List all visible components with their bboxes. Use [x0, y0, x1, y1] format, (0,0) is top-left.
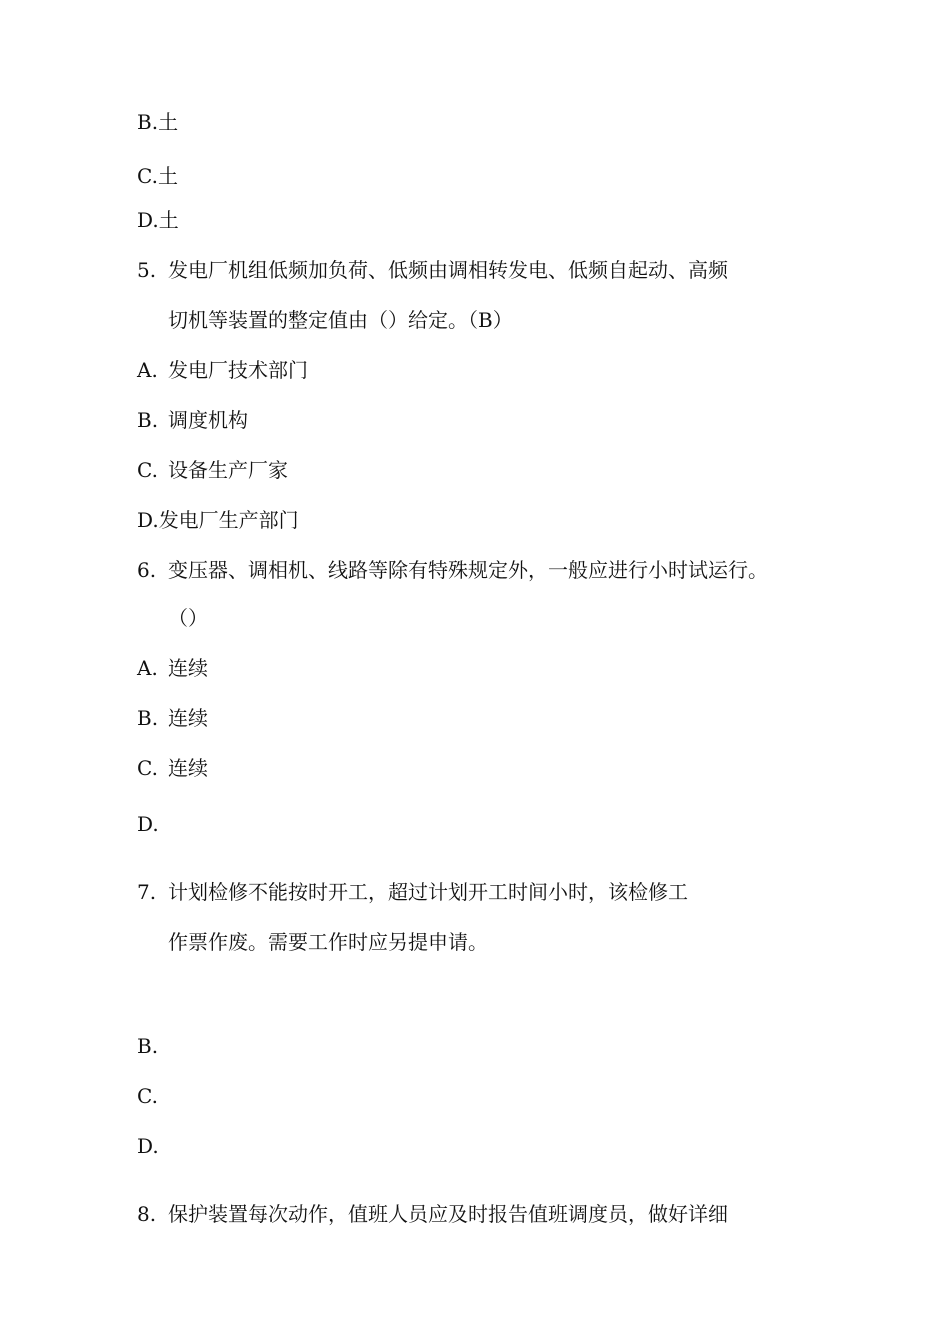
question-continuation: [168, 308, 513, 332]
question-number: 5.: [137, 258, 157, 282]
question-number: 7.: [137, 880, 157, 904]
option-line: [137, 1084, 158, 1108]
option-letter: B.: [137, 1034, 159, 1058]
option-text: 连续: [168, 756, 208, 780]
option-letter: A.: [137, 656, 158, 680]
question-text: 作票作废。需要工作时应另提申请。: [168, 930, 488, 954]
option-letter: B.: [137, 110, 159, 134]
question-number: 6.: [137, 558, 157, 582]
option-line: [137, 408, 248, 432]
option-letter: D.: [137, 208, 159, 232]
option-text: 设备生产厂家: [168, 458, 288, 482]
option-text: 土: [157, 164, 178, 188]
option-letter: C.: [137, 756, 158, 780]
option-text: 土: [158, 110, 179, 134]
option-line: [137, 812, 159, 836]
option-text: 连续: [168, 656, 208, 680]
option-letter: C.: [137, 1084, 158, 1108]
option-text: 连续: [168, 706, 208, 730]
question-continuation: [168, 606, 208, 630]
option-letter: D.: [137, 812, 159, 836]
question-text: 计划检修不能按时开工，超过计划开工时间小时，该检修工: [168, 880, 688, 904]
option-text: 发电厂生产部门: [158, 508, 299, 532]
question-number: 8.: [137, 1202, 157, 1226]
option-line: [137, 208, 179, 232]
question-text: （）: [168, 606, 208, 630]
option-letter: D.: [137, 1134, 159, 1158]
question-continuation: [168, 930, 488, 954]
option-letter: B.: [137, 408, 159, 432]
option-line: [137, 508, 299, 532]
option-text: 土: [158, 208, 179, 232]
option-line: [137, 1134, 159, 1158]
option-text: 调度机构: [168, 408, 248, 432]
option-line: [137, 458, 288, 482]
question-text: 保护装置每次动作，值班人员应及时报告值班调度员，做好详细: [168, 1202, 728, 1226]
question-text: 切机等装置的整定值由（）给定。（B）: [168, 308, 513, 332]
option-line: [137, 1034, 158, 1058]
option-letter: B.: [137, 706, 159, 730]
option-line: [137, 358, 308, 382]
option-text: 发电厂技术部门: [168, 358, 308, 382]
option-letter: C.: [137, 164, 158, 188]
question-line: [137, 558, 768, 582]
option-line: [137, 656, 208, 680]
question-line: [137, 880, 688, 904]
option-letter: D.: [137, 508, 159, 532]
question-text: 变压器、调相机、线路等除有特殊规定外，一般应进行小时试运行。: [168, 558, 768, 582]
option-letter: A.: [137, 358, 158, 382]
option-line: [137, 164, 178, 188]
question-text: 发电厂机组低频加负荷、低频由调相转发电、低频自起动、高频: [168, 258, 728, 282]
question-line: [137, 1202, 728, 1226]
option-line: [137, 756, 208, 780]
option-letter: C.: [137, 458, 158, 482]
option-line: [137, 706, 208, 730]
question-line: [137, 258, 728, 282]
option-line: [137, 110, 178, 134]
